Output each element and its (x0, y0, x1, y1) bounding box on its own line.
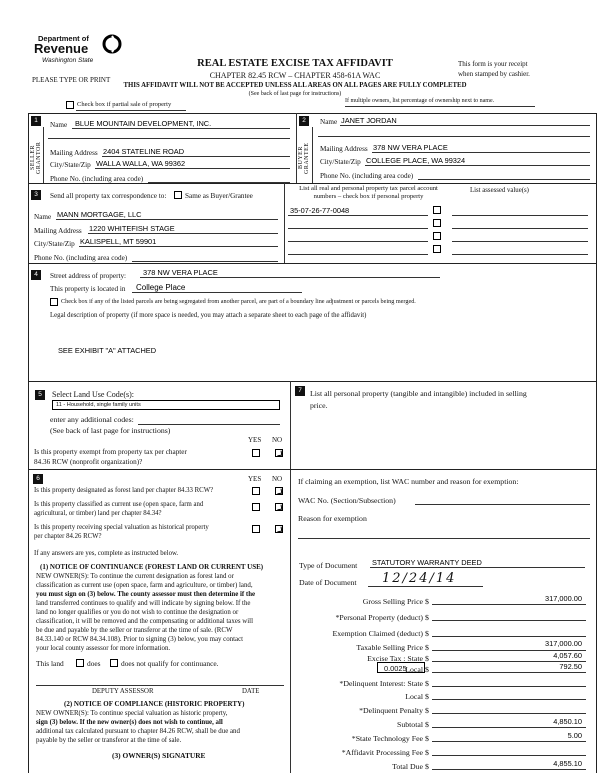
section-1-badge: 1 (31, 116, 41, 126)
affidavit-fee-dollar: $ (425, 748, 429, 757)
local-value: 792.50 (559, 662, 582, 671)
exempt-q1: Is this property exempt from property tax per chapter (34, 448, 187, 456)
notice2-line3: additional tax calculated pursuant to chapter 84.26 RCW, shall be due and (36, 728, 240, 735)
historic-q-a: Is this property receiving special valuation as historical property (34, 524, 209, 531)
section-3-badge: 3 (31, 190, 41, 200)
personal-label: *Personal Property (deduct) (335, 613, 423, 622)
gross-label: Gross Selling Price (362, 597, 423, 606)
dor-swirl-icon (102, 32, 122, 56)
corr-mailing: 1220 WHITEFISH STAGE (89, 224, 175, 233)
receipt-line1: This form is your receipt (458, 60, 528, 68)
notice1-line2: classification as current use (open space, farm and agriculture, or timber) land, (36, 582, 253, 589)
buyer-name: JANET JORDAN (341, 116, 397, 125)
personal-dollar: $ (425, 613, 429, 622)
total-due-label: Total Due (392, 762, 423, 771)
if-yes-note: If any answers are yes, complete as instructed below. (34, 550, 179, 557)
corr-mailing-label: Mailing Address (34, 227, 82, 235)
exempt-yes-checkbox[interactable] (252, 449, 260, 457)
total-due-dollar: $ (425, 762, 429, 771)
seller-side-label: SELLER GRANTOR (30, 141, 42, 175)
forest-no-checkbox[interactable] (275, 487, 283, 495)
notice1-line1: NEW OWNER(S): To continue the current designation as forest land or (36, 573, 234, 580)
delinq-state-label: *Delinquent Interest: State (339, 679, 423, 688)
partial-sale-label: Check box if partial sale of property (77, 101, 172, 108)
receipt-line2: when stamped by cashier. (458, 70, 530, 78)
exemption-label: If claiming an exemption, list WAC number and reason for exemption: (298, 477, 519, 486)
taxable-dollar: $ (425, 643, 429, 652)
s5-no-header: NO (272, 436, 283, 444)
dor-logo (30, 30, 122, 74)
taxable-value: 317,000.00 (545, 639, 582, 648)
correspondence-label: Send all property tax correspondence to: (50, 192, 167, 200)
please-type: PLEASE TYPE OR PRINT (32, 76, 111, 84)
local-dollar: $ (425, 665, 429, 674)
notice1-line4: land transferred continues to qualify and will indicate by signing below. If the (36, 600, 251, 607)
legal-label: Legal description of property (if more space is needed, you may attach a separate sheet to each page of the affidavit) (50, 312, 367, 319)
corr-city-label: City/State/Zip (34, 240, 75, 248)
land-use-select[interactable] (52, 400, 280, 410)
corr-name-label: Name (34, 213, 52, 221)
buyer-city-label: City/State/Zip (320, 158, 361, 166)
located-label: This property is located in (50, 285, 126, 293)
street-label: Street address of property: (50, 272, 127, 280)
wac-label: WAC No. (Section/Subsection) (298, 496, 396, 505)
form-see-back: (See back of last page for instructions) (248, 91, 342, 97)
does-not-checkbox[interactable] (110, 659, 118, 667)
buyer-phone-label: Phone No. (including area code) (320, 172, 414, 180)
parcel-number-1: 35-07-26-77-0048 (290, 206, 350, 215)
s6-yes-header: YES (248, 475, 262, 483)
seller-phone-label: Phone No. (including area code) (50, 175, 144, 183)
corr-phone-label: Phone No. (including area code) (34, 254, 128, 262)
parcel-2-personal-checkbox[interactable] (433, 219, 441, 227)
segregated-label: Check box if any of the listed parcels are being segregated from another parcel, are part of a boundary line adjustment or parcels being merged. (61, 298, 416, 305)
buyer-mailing: 378 NW VERA PLACE (373, 143, 448, 152)
exempt-q2: 84.36 RCW (nonprofit organization)? (34, 458, 143, 466)
dept-line1: Department of (38, 34, 89, 43)
notice1-line7: be due and payable by the seller or transferor at the time of sale. (RCW (36, 627, 233, 634)
delinq-penalty-dollar: $ (425, 706, 429, 715)
notice1-line6: classification, it will be removed and the compensating or additional taxes will (36, 618, 253, 625)
delinq-state-dollar: $ (425, 679, 429, 688)
doc-date-label: Date of Document (299, 578, 357, 587)
seller-name: BLUE MOUNTAIN DEVELOPMENT, INC. (75, 119, 212, 128)
corr-city: KALISPELL, MT 59901 (80, 237, 157, 246)
total-due-value: 4,855.10 (553, 759, 582, 768)
affidavit-fee-label: *Affidavit Processing Fee (341, 748, 423, 757)
parcel-3-personal-checkbox[interactable] (433, 232, 441, 240)
land-use-label: Select Land Use Code(s): (52, 390, 134, 399)
multiple-owners-note: If multiple owners, list percentage of ownership next to name. (345, 98, 495, 104)
local-rate-value: 0.0025 (384, 664, 407, 673)
tech-fee-dollar: $ (425, 734, 429, 743)
personal-property-label1: List all personal property (tangible and intangible) included in selling (310, 389, 527, 398)
doc-type: STATUTORY WARRANTY DEED (372, 558, 482, 567)
form-chapter: CHAPTER 82.45 RCW – CHAPTER 458-61A WAC (209, 71, 381, 80)
owner-signature-title: (3) OWNER(S) SIGNATURE (112, 751, 206, 760)
buyer-name-label: Name (320, 118, 338, 126)
subtotal-value: 4,850.10 (553, 717, 582, 726)
historic-yes-checkbox[interactable] (252, 525, 260, 533)
excise-state-value: 4,057.60 (553, 651, 582, 660)
notice1-line8: 84.33.140 or RCW 84.34.108). Prior to signing (3) below, you may contact (36, 636, 244, 643)
legal-description: SEE EXHIBIT "A" ATTACHED (58, 346, 157, 355)
doc-date: 12/24/14 (382, 571, 457, 586)
exemption-claimed-label: Exemption Claimed (deduct) (332, 629, 423, 638)
seller-mailing: 2404 STATELINE ROAD (103, 147, 185, 156)
s5-yes-header: YES (248, 436, 262, 444)
current-use-q-b: agricultural, or timber) land per chapter 84.34? (34, 510, 162, 517)
buyer-city: COLLEGE PLACE, WA 99324 (366, 156, 466, 165)
notice2-line2: sign (3) below. If the new owner(s) does not wish to continue, all (36, 719, 223, 726)
personal-property-label2: price. (310, 401, 328, 410)
seller-name-label: Name (50, 121, 68, 129)
notice2-line4: payable by the seller or transferor at the time of sale. (36, 737, 182, 744)
section-7-badge: 7 (295, 386, 305, 396)
exemption-dollar: $ (425, 629, 429, 638)
section-4-badge: 4 (31, 270, 41, 280)
buyer-mailing-label: Mailing Address (320, 145, 368, 153)
tech-fee-label: *State Technology Fee (351, 734, 423, 743)
s6-no-header: NO (272, 475, 283, 483)
current-use-no-checkbox[interactable] (275, 503, 283, 511)
historic-q-b: per chapter 84.26 RCW? (34, 533, 102, 540)
forest-question: Is this property designated as forest land per chapter 84.33 RCW? (34, 487, 214, 494)
parcel-4-personal-checkbox[interactable] (433, 245, 441, 253)
local-label: Local (405, 665, 423, 674)
gross-dollar: $ (425, 597, 429, 606)
excise-state-label: Excise Tax : State (367, 654, 423, 663)
taxable-label: Taxable Selling Price (356, 643, 423, 652)
same-as-buyer-label: Same as Buyer/Grantee (185, 192, 253, 200)
notice2-title: (2) NOTICE OF COMPLIANCE (HISTORIC PROPERTY) (64, 700, 245, 708)
current-use-yes-checkbox[interactable] (252, 503, 260, 511)
corr-name: MANN MORTGAGE, LLC (57, 210, 142, 219)
located-city: College Place (136, 283, 186, 292)
delinq-local-label: Local (405, 692, 423, 701)
forest-yes-checkbox[interactable] (252, 487, 260, 495)
doc-type-label: Type of Document (299, 561, 358, 570)
land-use-see-back: (See back of last page for instructions) (50, 426, 171, 435)
form-warning: THIS AFFIDAVIT WILL NOT BE ACCEPTED UNLESS ALL AREAS ON ALL PAGES ARE FULLY COMPLETED (123, 82, 467, 89)
excise-state-dollar: $ (425, 654, 429, 663)
notice1-line9: your local county assessor for more information. (36, 645, 171, 652)
buyer-side-label: BUYER GRANTEE (298, 142, 310, 174)
partial-sale-checkbox[interactable] (66, 101, 74, 109)
subtotal-dollar: $ (425, 720, 429, 729)
additional-codes-label: enter any additional codes: (50, 415, 134, 424)
section-2-badge: 2 (299, 116, 309, 126)
subtotal-label: Subtotal (397, 720, 423, 729)
notice1-title: (1) NOTICE OF CONTINUANCE (FOREST LAND OR CURRENT USE) (40, 563, 264, 571)
form-title: REAL ESTATE EXCISE TAX AFFIDAVIT (197, 58, 393, 69)
notice1-line3: you must sign on (3) below. The county assessor must then determine if the (36, 591, 256, 598)
parcels-header-line2: numbers – check box if personal property (313, 193, 424, 200)
assessed-header: List assessed value(s) (470, 187, 529, 194)
delinq-penalty-label: *Delinquent Penalty (359, 706, 423, 715)
same-as-buyer-checkbox[interactable] (174, 191, 182, 199)
seller-mailing-label: Mailing Address (50, 149, 98, 157)
seller-city: WALLA WALLA, WA 99362 (96, 159, 186, 168)
gross-value: 317,000.00 (545, 594, 582, 603)
street-address: 378 NW VERA PLACE (143, 268, 218, 277)
this-land-label: This land (36, 659, 64, 668)
delinq-local-dollar: $ (425, 692, 429, 701)
dept-line2: Revenue (34, 41, 89, 56)
parcel-1-personal-checkbox[interactable] (433, 206, 441, 214)
parcels-header-line1: List all real and personal property tax parcel account (299, 185, 438, 192)
does-label: does (87, 659, 101, 668)
tech-fee-value: 5.00 (567, 731, 582, 740)
notice1-line5: land no longer qualifies or you do not wish to continue the designation or (36, 609, 239, 616)
does-not-label: does not qualify for continuance. (121, 659, 219, 668)
current-use-q-a: Is this property classified as current use (open space, farm and (34, 501, 204, 508)
historic-no-checkbox[interactable] (275, 525, 283, 533)
section-6-badge: 6 (33, 474, 43, 484)
section-5-badge: 5 (35, 390, 45, 400)
dept-line3: Washington State (42, 57, 94, 64)
segregated-checkbox[interactable] (50, 298, 58, 306)
date-label: DATE (242, 688, 260, 695)
land-use-value: 11 - Household, single family units (56, 402, 141, 408)
seller-city-label: City/State/Zip (50, 161, 91, 169)
does-checkbox[interactable] (76, 659, 84, 667)
deputy-assessor-label: DEPUTY ASSESSOR (92, 688, 154, 695)
reason-label: Reason for exemption (298, 514, 367, 523)
exempt-no-checkbox[interactable] (275, 449, 283, 457)
notice2-line1: NEW OWNER(S): To continue special valuation as historic property, (36, 710, 228, 717)
